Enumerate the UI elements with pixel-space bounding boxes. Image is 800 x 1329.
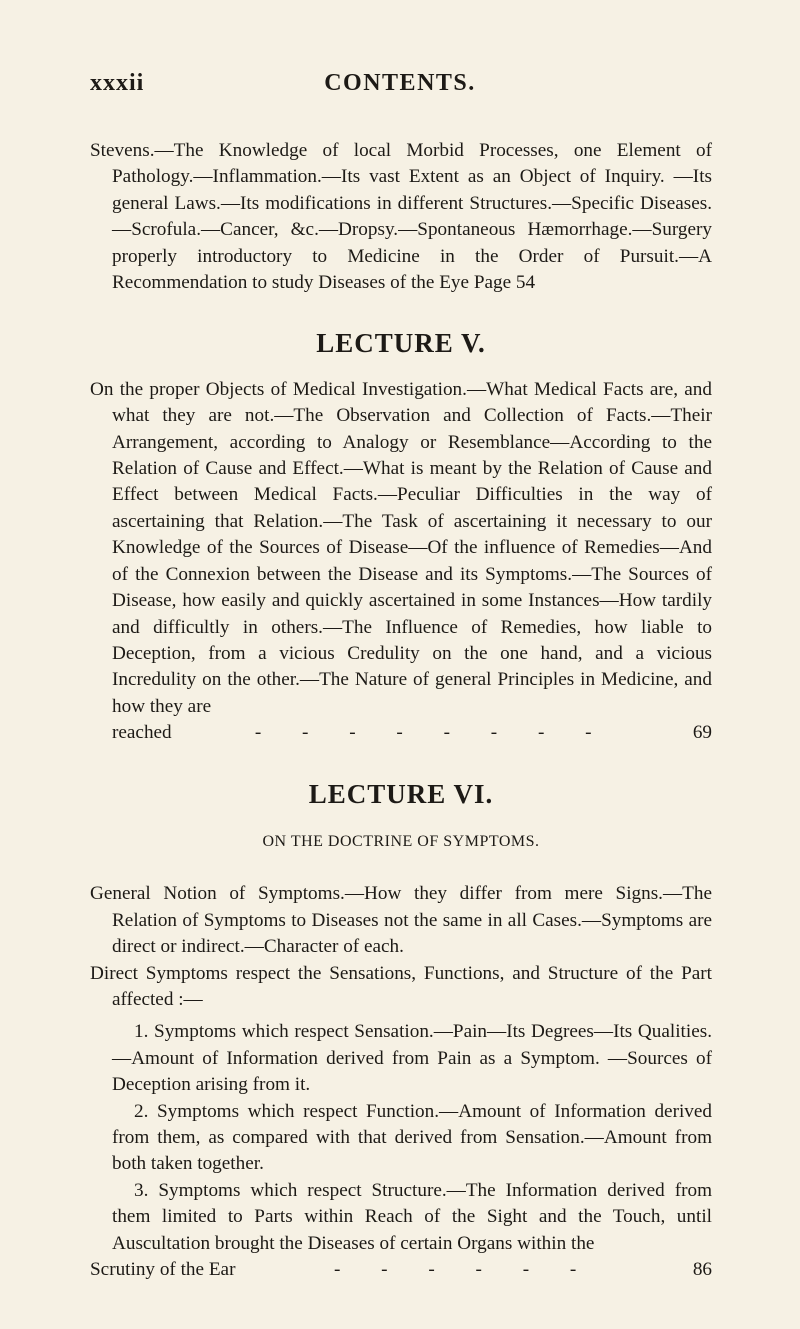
stevens-paragraph: Stevens.—The Knowledge of local Morbid Processes, one Element of Pathology.—Inflammation.—Its vast Extent as an Object of Inquiry. —Its general Laws.—Its modifications in different Structures.—Specific Diseases.—Scrofula.—Cancer, &c.—Dropsy.—Spontaneous Hæmorrhage.—Surgery properly introductory to Medicine in the Order of Pursuit.—A Recommendation to study Diseases of the Eye Page 54 bbox=[90, 140, 712, 294]
lecture-5-page-number: 69 bbox=[692, 722, 712, 744]
lecture-6-page-number: 86 bbox=[692, 1259, 712, 1281]
lecture-6-subheading: ON THE DOCTRINE OF SYMPTOMS. bbox=[262, 832, 540, 850]
lecture-6-item-3: 3. Symptoms which respect Structure.—The Information derived from them limited to Parts within Reach of the Sight and the Touch, until Auscultation brought the Diseases of certain Organs within the bbox=[112, 1179, 712, 1254]
lecture-6-leader-dots: - - - - - - bbox=[333, 1259, 595, 1281]
lecture-6-heading: LECTURE VI. bbox=[308, 778, 494, 809]
lecture-5-leader-dots: - - - - - - - - bbox=[254, 722, 610, 744]
lecture-6-paragraph-general: General Notion of Symptoms.—How they differ from mere Signs.—The Relation of Symptoms to Diseases not the same in all Cases.—Symptoms are direct or indirect.—Character of each. bbox=[90, 883, 712, 958]
running-head bbox=[90, 70, 710, 100]
lecture-5-last-line: reached bbox=[112, 722, 172, 744]
lecture-6-leader-line bbox=[90, 1257, 712, 1283]
contents-body bbox=[90, 138, 712, 1283]
lecture-6-item-2: 2. Symptoms which respect Function.—Amount of Information derived from them, as compared with that derived from Sensation.—Amount from both taken together. bbox=[112, 1100, 712, 1175]
lecture-5-paragraph: On the proper Objects of Medical Investigation.—What Medical Facts are, and what they are not.—The Observation and Collection of Facts.—Their Arrangement, according to Analogy or Resemblance—According to the Relation of Cause and Effect.—What is meant by the Relation of Cause and Effect between Medical Facts.—Peculiar Difficulties in the way of ascertaining that Relation.—The Task of ascertaining it necessary to our Knowledge of the Sources of Disease—Of the influence of Remedies—And of the Connexion between the Disease and its Symptoms.—The Sources of Disease, how easily and quickly ascertained in some Instances—How tardily and difficultly in others.—The Influence of Remedies, how liable to Deception, from a vicious Credulity on the one hand, and a vicious Incredulity on the other.—The Nature of general Principles in Medicine, and how they are bbox=[90, 378, 712, 717]
lecture-6-paragraph-direct: Direct Symptoms respect the Sensations, Functions, and Structure of the Part affected :— bbox=[90, 962, 712, 1010]
lecture-5-heading: LECTURE V. bbox=[316, 328, 486, 359]
lecture-6-last-line: Scrutiny of the Ear bbox=[90, 1259, 236, 1281]
lecture-5-leader-line bbox=[90, 720, 712, 746]
page-folio: xxxii bbox=[90, 70, 145, 96]
lecture-6-item-1: 1. Symptoms which respect Sensation.—Pain—Its Degrees—Its Qualities.—Amount of Information derived from Pain as a Symptom. —Sources of Deception arising from it. bbox=[112, 1021, 712, 1096]
running-title: CONTENTS. bbox=[324, 70, 476, 96]
